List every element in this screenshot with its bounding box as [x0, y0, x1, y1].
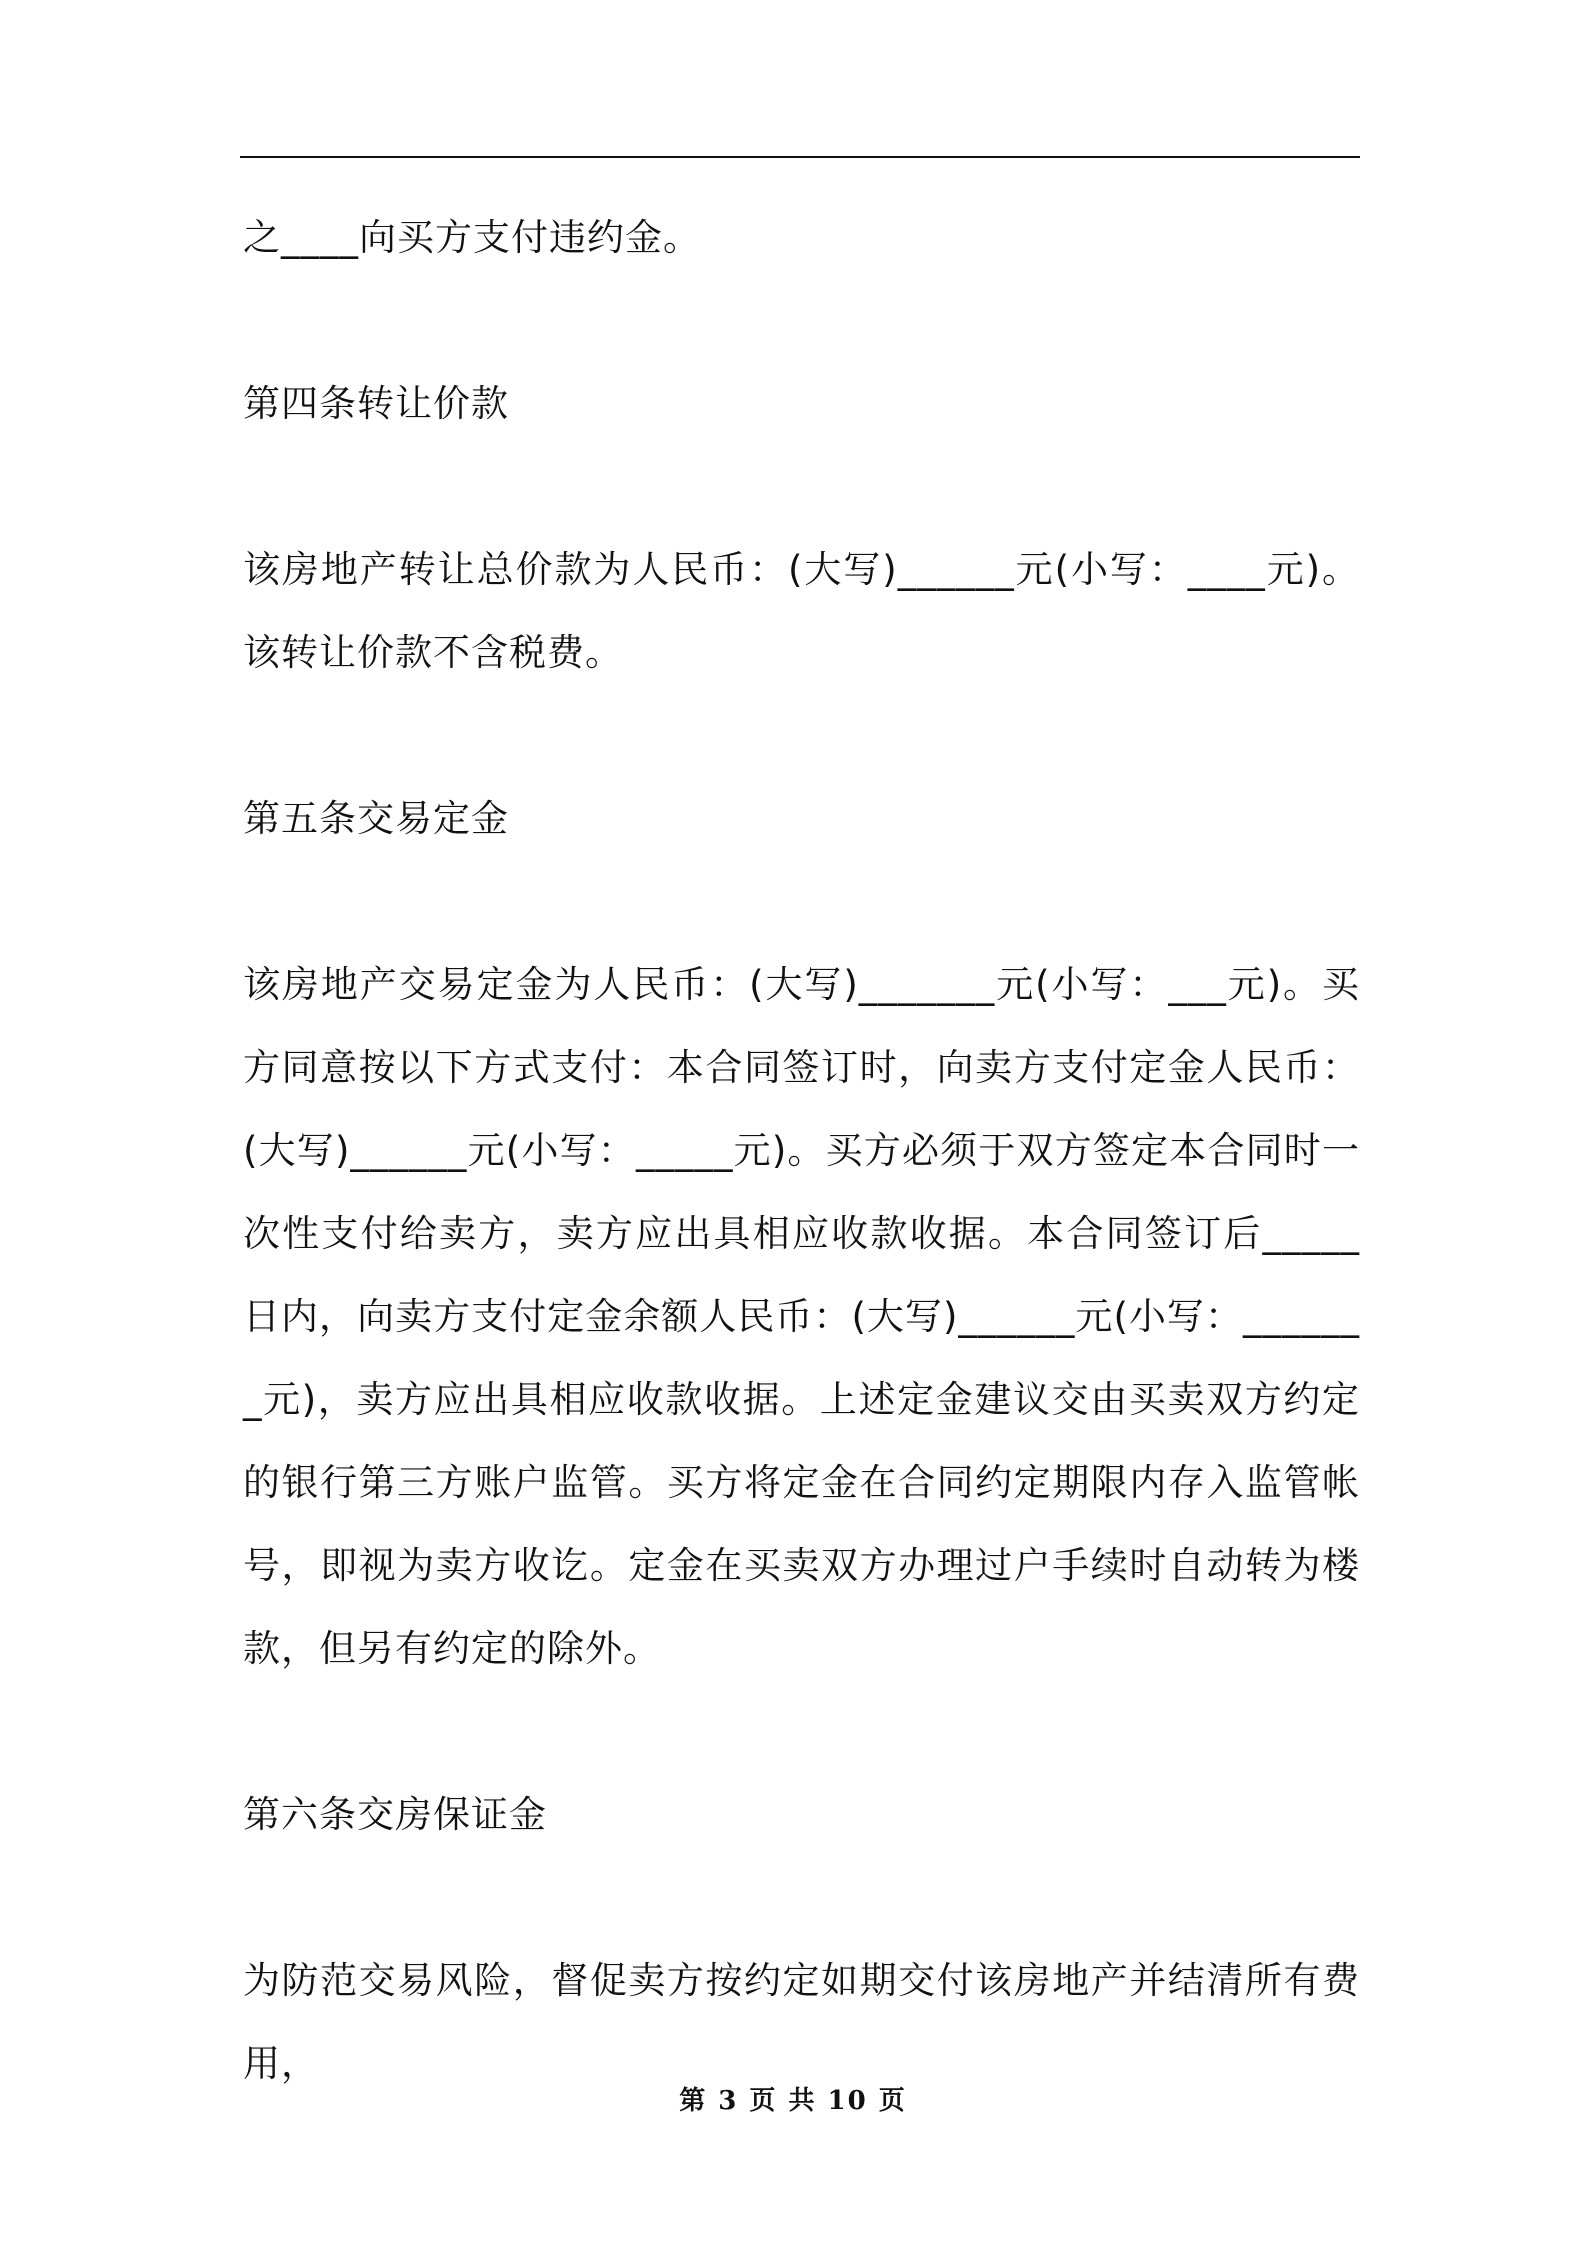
page-number: 第 3 页 共 10 页	[679, 2086, 907, 2116]
heading-article-4: 第四条转让价款	[243, 382, 509, 425]
heading-article-6: 第六条交房保证金	[243, 1793, 547, 1836]
document-body	[243, 196, 1360, 2105]
paragraph-deposit: 该房地产交易定金为人民币：(大写)_______元(小写：___元)。买方同意按以下方式支付：本合同签订时，向卖方支付定金人民币：(大写)______元(小写：_____元)。买方必须于双方签定本合同时一次性支付给卖方，卖方应出具相应收款收据。本合同签订后_____日内，向卖方支付定金余额人民币：(大写)______元(小写：_______元)，卖方应出具相应收款收据。上述定金建议交由买卖双方约定的银行第三方账户监管。买方将定金在合同约定期限内存入监管帐号，即视为卖方收讫。定金在买卖双方办理过户手续时自动转为楼款，但另有约定的除外。	[243, 963, 1360, 1670]
paragraph-transfer-price: 该房地产转让总价款为人民币：(大写)______元(小写：____元)。该转让价款不含税费。	[243, 548, 1360, 674]
header-rule	[240, 156, 1360, 158]
paragraph-handover-guarantee: 为防范交易风险，督促卖方按约定如期交付该房地产并结清所有费用，	[243, 1959, 1360, 2085]
paragraph-penalty-tail: 之____向买方支付违约金。	[243, 216, 701, 259]
heading-article-5: 第五条交易定金	[243, 797, 509, 840]
